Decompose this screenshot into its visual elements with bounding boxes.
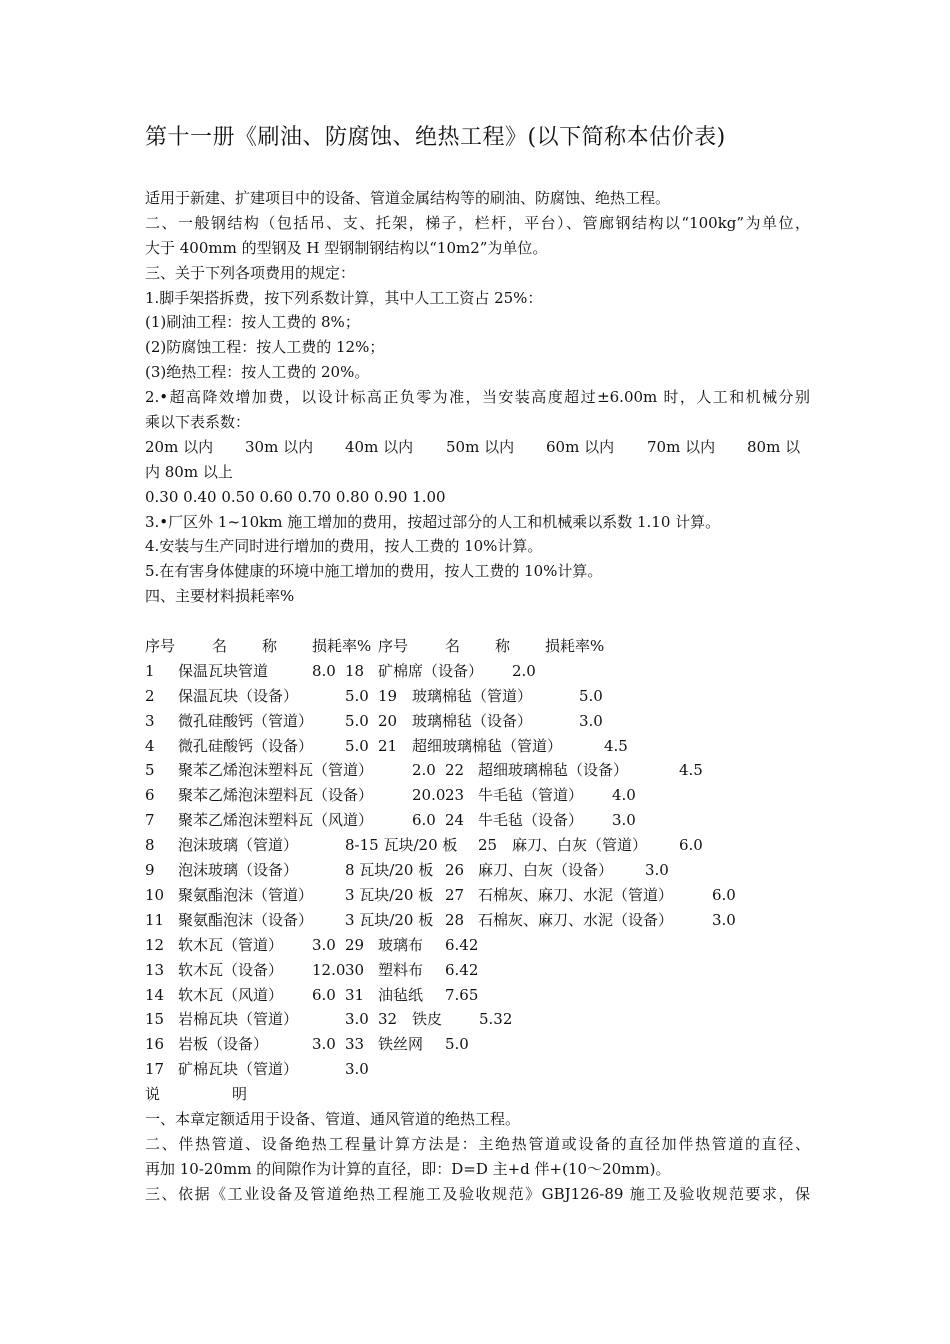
height-range: 60m 以内	[546, 437, 615, 456]
table-row	[145, 983, 810, 1008]
paragraph: 再加 10-20mm 的间隙作为计算的直径，即：D=D 主+d 伴+(10～20mm)。	[145, 1159, 671, 1178]
header-cell: 序号	[145, 637, 176, 656]
loss-rate: 5.0	[345, 736, 369, 755]
loss-rate: 4.0	[612, 786, 636, 805]
material-name: 矿棉席（设备）	[378, 661, 484, 680]
row-number: 22	[445, 761, 465, 780]
row-number: 7	[145, 811, 155, 830]
material-name: 玻璃棉毡（管道）	[412, 686, 533, 705]
loss-rate: 6.0	[312, 985, 336, 1004]
row-number: 33	[345, 1035, 365, 1054]
material-name: 微孔硅酸钙（管道）	[178, 711, 314, 730]
table-row	[145, 908, 810, 933]
material-name: 岩板（设备）	[178, 1035, 269, 1054]
table-row	[145, 883, 810, 908]
row-number: 24	[445, 811, 465, 830]
row-number: 5	[145, 761, 155, 780]
material-name: 聚苯乙烯泡沫塑料瓦（风道）	[178, 811, 374, 830]
row-number: 14	[145, 985, 165, 1004]
height-range: 30m 以内	[245, 437, 314, 456]
loss-rate: 3.0	[345, 1010, 369, 1029]
document-body	[145, 186, 810, 1207]
material-name: 微孔硅酸钙（设备）	[178, 736, 314, 755]
material-name: 岩棉瓦块（管道）	[178, 1010, 299, 1029]
height-range: 20m 以内	[145, 437, 214, 456]
paragraph: 4.安装与生产同时进行增加的费用，按人工费的 10%计算。	[145, 537, 543, 556]
loss-rate: 20.0	[412, 786, 446, 805]
loss-rate: 6.0	[679, 836, 703, 855]
paragraph: 二、伴热管道、设备绝热工程量计算方法是：主绝热管道或设备的直径加伴热管道的直径、	[145, 1134, 810, 1153]
height-range-row	[145, 435, 810, 460]
row-number: 19	[378, 686, 398, 705]
height-range: 50m 以内	[446, 437, 515, 456]
loss-rate: 7.65	[445, 985, 479, 1004]
material-name: 聚苯乙烯泡沫塑料瓦（管道）	[178, 761, 374, 780]
loss-rate: 6.42	[445, 960, 479, 979]
table-row	[145, 833, 810, 858]
row-number: 13	[145, 960, 165, 979]
loss-rate: 3 瓦块/20 板	[345, 885, 434, 904]
header-cell: 序号	[378, 637, 409, 656]
header-cell: 名	[445, 637, 461, 656]
loss-rate: 8-15 瓦块/20 板	[345, 836, 458, 855]
paragraph: (2)防腐蚀工程：按人工费的 12%；	[145, 338, 385, 357]
row-number: 20	[378, 711, 398, 730]
loss-rate: 6.0	[412, 811, 436, 830]
loss-rate: 3.0	[645, 861, 669, 880]
loss-rate: 3.0	[712, 910, 736, 929]
explain-heading-char: 明	[232, 1085, 248, 1104]
paragraph: 3.•厂区外 1~10km 施工增加的费用，按超过部分的人工和机械乘以系数 1.10 计算。	[145, 512, 721, 531]
row-number: 16	[145, 1035, 165, 1054]
loss-rate: 3.0	[345, 1060, 369, 1079]
height-range-continued: 内 80m 以上	[145, 462, 233, 481]
row-number: 2	[145, 686, 155, 705]
table-row	[145, 709, 810, 734]
material-name: 铁丝网	[378, 1035, 424, 1054]
row-number: 12	[145, 935, 165, 954]
table-row	[145, 1032, 810, 1057]
loss-rate: 4.5	[604, 736, 628, 755]
loss-rate: 3.0	[312, 935, 336, 954]
table-row	[145, 758, 810, 783]
loss-rate: 5.0	[345, 686, 369, 705]
material-name: 超细玻璃棉毡（设备）	[478, 761, 629, 780]
loss-rate: 5.0	[345, 711, 369, 730]
material-name: 牛毛毡（设备）	[478, 811, 584, 830]
loss-rate: 6.0	[712, 885, 736, 904]
paragraph: 5.在有害身体健康的环境中施工增加的费用，按人工费的 10%计算。	[145, 562, 603, 581]
row-number: 3	[145, 711, 155, 730]
material-name: 石棉灰、麻刀、水泥（管道）	[478, 885, 674, 904]
paragraph: 三、关于下列各项费用的规定：	[145, 263, 356, 282]
header-cell: 损耗率%	[545, 637, 605, 656]
row-number: 6	[145, 786, 155, 805]
loss-rate: 8.0	[312, 661, 336, 680]
row-number: 30	[345, 960, 365, 979]
loss-rate: 3 瓦块/20 板	[345, 910, 434, 929]
row-number: 17	[145, 1060, 165, 1079]
material-name: 软木瓦（设备）	[178, 960, 284, 979]
explain-heading	[145, 1082, 810, 1107]
row-number: 4	[145, 736, 155, 755]
row-number: 23	[445, 786, 465, 805]
table-row	[145, 958, 810, 983]
table-row	[145, 734, 810, 759]
height-range: 80m 以	[747, 437, 801, 456]
loss-rate: 3.0	[612, 811, 636, 830]
table-header	[145, 634, 810, 659]
row-number: 1	[145, 661, 155, 680]
material-name: 软木瓦（管道）	[178, 935, 284, 954]
material-name: 聚氨酯泡沫（管道）	[178, 885, 314, 904]
height-range: 40m 以内	[345, 437, 414, 456]
loss-rate: 5.0	[445, 1035, 469, 1054]
material-name: 软木瓦（风道）	[178, 985, 284, 1004]
paragraph: 乘以下表系数：	[145, 413, 251, 432]
material-name: 牛毛毡（管道）	[478, 786, 584, 805]
table-row	[145, 808, 810, 833]
loss-rate: 12.0	[312, 960, 346, 979]
row-number: 21	[378, 736, 398, 755]
explain-heading-char: 说	[145, 1085, 161, 1104]
header-cell: 称	[262, 637, 278, 656]
material-name: 保温瓦块（设备）	[178, 686, 299, 705]
material-name: 玻璃布	[378, 935, 424, 954]
row-number: 31	[345, 985, 365, 1004]
row-number: 8	[145, 836, 155, 855]
material-name: 保温瓦块管道	[178, 661, 269, 680]
table-row	[145, 933, 810, 958]
material-name: 油毡纸	[378, 985, 424, 1004]
paragraph: (3)绝热工程：按人工费的 20%。	[145, 363, 370, 382]
header-cell: 称	[495, 637, 511, 656]
row-number: 25	[478, 836, 498, 855]
paragraph: (1)刷油工程：按人工费的 8%；	[145, 313, 360, 332]
loss-rate: 6.42	[445, 935, 479, 954]
loss-rate: 4.5	[679, 761, 703, 780]
height-range: 70m 以内	[647, 437, 716, 456]
paragraph: 二、一般钢结构（包括吊、支、托架，梯子，栏杆，平台）、管廊钢结构以“100kg”为单位，	[145, 213, 810, 232]
row-number: 9	[145, 861, 155, 880]
material-name: 泡沫玻璃（设备）	[178, 861, 299, 880]
material-name: 聚氨酯泡沫（设备）	[178, 910, 314, 929]
material-name: 超细玻璃棉毡（管道）	[412, 736, 563, 755]
material-name: 铁皮	[412, 1010, 443, 1029]
table-row	[145, 858, 810, 883]
material-name: 麻刀、白灰（管道）	[512, 836, 648, 855]
table-row	[145, 659, 810, 684]
material-loss-table	[145, 659, 810, 1082]
row-number: 10	[145, 885, 165, 904]
table-row	[145, 1007, 810, 1032]
row-number: 28	[445, 910, 465, 929]
loss-rate: 3.0	[312, 1035, 336, 1054]
material-name: 塑料布	[378, 960, 424, 979]
material-name: 聚苯乙烯泡沫塑料瓦（设备）	[178, 786, 374, 805]
paragraph: 2.•超高降效增加费，以设计标高正负零为准，当安装高度超过±6.00m 时，人工和机械分别	[145, 388, 810, 407]
loss-rate: 2.0	[412, 761, 436, 780]
table-row	[145, 684, 810, 709]
material-name: 泡沫玻璃（管道）	[178, 836, 299, 855]
header-cell: 损耗率%	[312, 637, 372, 656]
row-number: 11	[145, 910, 165, 929]
paragraph: 大于 400mm 的型钢及 H 型钢制钢结构以“10m2”为单位。	[145, 238, 548, 257]
spacer	[145, 609, 810, 634]
material-name: 石棉灰、麻刀、水泥（设备）	[478, 910, 674, 929]
loss-rate: 2.0	[512, 661, 536, 680]
table-row	[145, 1057, 810, 1082]
table-row	[145, 783, 810, 808]
header-cell: 名	[212, 637, 228, 656]
material-name: 矿棉瓦块（管道）	[178, 1060, 299, 1079]
material-name: 玻璃棉毡（设备）	[412, 711, 533, 730]
row-number: 18	[345, 661, 365, 680]
paragraph: 三、依据《工业设备及管道绝热工程施工及验收规范》GBJ126-89 施工及验收规范要求，保	[145, 1184, 810, 1203]
material-name: 麻刀、白灰（设备）	[478, 861, 614, 880]
paragraph: 适用于新建、扩建项目中的设备、管道金属结构等的刷油、防腐蚀、绝热工程。	[145, 189, 671, 207]
row-number: 29	[345, 935, 365, 954]
loss-rate: 8 瓦块/20 板	[345, 861, 434, 880]
loss-rate: 5.0	[579, 686, 603, 705]
document-title: 第十一册《刷油、防腐蚀、绝热工程》(以下简称本估价表)	[145, 125, 726, 150]
row-number: 26	[445, 861, 465, 880]
coefficients: 0.30 0.40 0.50 0.60 0.70 0.80 0.90 1.00	[145, 487, 446, 506]
loss-rate: 5.32	[479, 1010, 513, 1029]
loss-rate: 3.0	[579, 711, 603, 730]
row-number: 15	[145, 1010, 165, 1029]
row-number: 27	[445, 885, 465, 904]
row-number: 32	[378, 1010, 398, 1029]
paragraph: 一、本章定额适用于设备、管道、通风管道的绝热工程。	[145, 1109, 521, 1128]
paragraph: 1.脚手架搭拆费，按下列系数计算，其中人工工资占 25%：	[145, 288, 543, 307]
paragraph: 四、主要材料损耗率%	[145, 587, 295, 606]
